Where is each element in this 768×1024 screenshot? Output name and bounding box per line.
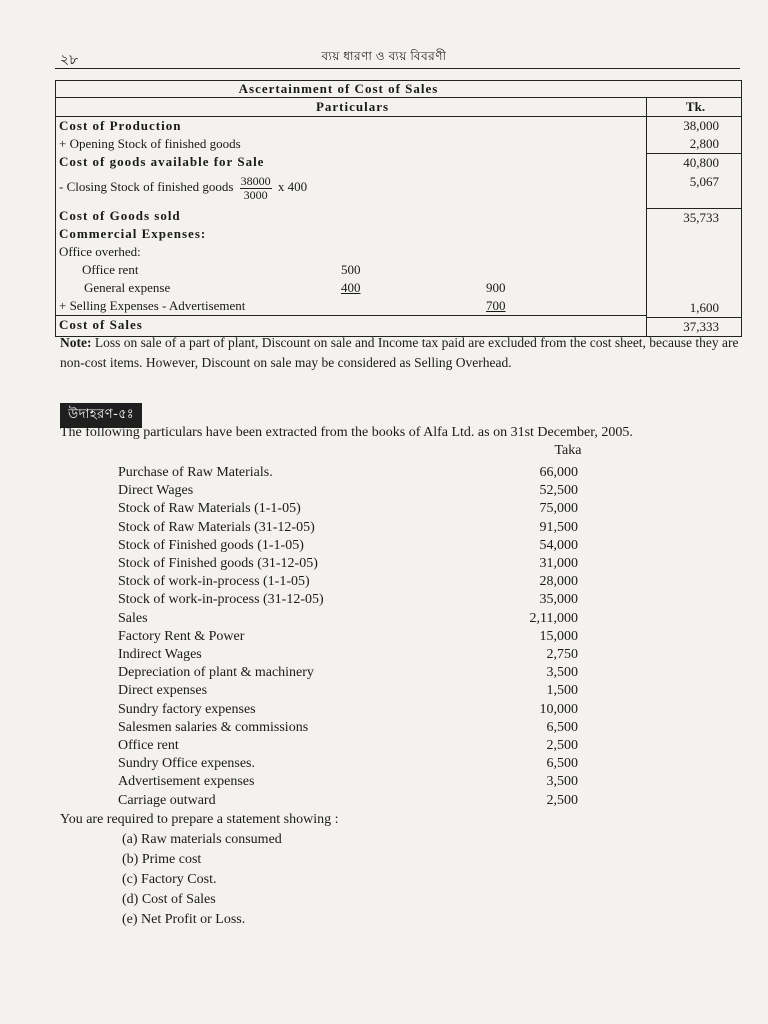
closing-multiplier: x 400	[277, 179, 308, 194]
particulars-header: Particulars	[56, 98, 646, 117]
tk-production: 38,000	[683, 118, 719, 133]
requirement-item: (d) Cost of Sales	[122, 892, 216, 907]
requirement-item: (e) Net Profit or Loss.	[122, 912, 246, 927]
closing-stock-label: - Closing Stock of finished goods	[59, 179, 234, 194]
tk-header: Tk.	[647, 98, 741, 117]
item-value: 2,11,000	[529, 610, 578, 626]
row-selling-expenses	[56, 297, 646, 315]
item-label: Direct Wages	[118, 483, 194, 499]
item-value: 15,000	[539, 628, 578, 644]
item-label: Sundry factory expenses	[118, 701, 256, 717]
selling-expenses-amount: 700	[486, 298, 506, 313]
list-item	[118, 591, 588, 609]
item-value: 31,000	[539, 556, 578, 571]
office-overhead-total: 900	[486, 280, 506, 295]
row-closing-stock	[56, 171, 646, 203]
item-value: 2,750	[546, 647, 578, 662]
item-label: Indirect Wages	[118, 647, 202, 662]
item-value: 91,500	[539, 519, 578, 535]
tk-commercial-total: 1,600	[689, 300, 719, 315]
item-value: 1,500	[546, 683, 578, 699]
item-value: 35,000	[539, 592, 578, 608]
list-item	[118, 755, 588, 773]
item-label: Stock of Finished goods (1-1-05)	[118, 537, 304, 553]
row-general-expense	[56, 279, 646, 297]
item-label: Factory Rent & Power	[118, 628, 245, 644]
item-label: Direct expenses	[118, 683, 208, 699]
requirement-item: (b) Prime cost	[122, 852, 202, 867]
list-item	[118, 737, 588, 755]
item-value: 10,000	[539, 701, 578, 717]
tk-available: 40,800	[647, 153, 741, 172]
item-value: 2,500	[546, 792, 578, 808]
row-cost-of-goods-sold: Cost of Goods sold	[59, 208, 181, 223]
note-text: Loss on sale of a part of plant, Discount on sale and Income tax paid are excluded from the cost sheet, because they are non-cost items. However, Discount on sale may be considered as Selling Overhead.	[60, 335, 739, 370]
note-label: Note:	[60, 335, 92, 350]
list-item	[118, 573, 588, 591]
item-label: Stock of work-in-process (31-12-05)	[118, 592, 324, 608]
row-commercial-expenses: Commercial Expenses:	[59, 226, 207, 241]
list-item	[118, 519, 588, 537]
tk-cogs: 35,733	[647, 208, 741, 227]
office-rent-amount: 500	[341, 262, 361, 277]
list-item	[118, 628, 588, 646]
item-label: Office rent	[118, 738, 179, 753]
list-item	[118, 701, 588, 719]
item-label: Salesmen salaries & commissions	[118, 719, 309, 735]
list-item	[118, 482, 588, 500]
taka-header: Taka	[554, 443, 582, 458]
list-item	[118, 610, 588, 628]
example-tag: উদাহরণ-৫ঃ	[60, 403, 142, 428]
item-label: Stock of Raw Materials (31-12-05)	[118, 519, 315, 535]
item-label: Sundry Office expenses.	[118, 756, 255, 772]
item-label: Stock of Raw Materials (1-1-05)	[118, 501, 301, 517]
list-item	[118, 537, 588, 555]
row-opening-stock: + Opening Stock of finished goods	[59, 136, 241, 151]
list-item	[118, 464, 588, 482]
item-value: 66,000	[539, 465, 578, 480]
note-paragraph	[60, 333, 748, 373]
fraction-denominator: 3000	[243, 187, 268, 202]
tk-closing-stock: 5,067	[689, 174, 719, 189]
item-label: Carriage outward	[118, 792, 216, 808]
list-item	[118, 792, 588, 810]
tk-cost-of-sales: 37,333	[647, 317, 741, 336]
list-item	[118, 646, 588, 664]
list-item	[118, 664, 588, 682]
item-value: 6,500	[546, 756, 578, 772]
general-expense-amount: 400	[341, 280, 361, 295]
selling-expenses-label: + Selling Expenses - Advertisement	[59, 298, 246, 313]
general-expense-label: General expense	[84, 280, 171, 295]
running-title: ব্যয় ধারণা ও ব্যয় বিবরণী	[321, 49, 447, 63]
requirement-list	[122, 830, 282, 930]
item-value: 75,000	[539, 501, 578, 517]
closing-fraction	[240, 175, 272, 202]
page-number: ২৮	[60, 53, 79, 68]
list-item	[118, 555, 588, 573]
list-item	[118, 773, 588, 791]
item-label: Stock of work-in-process (1-1-05)	[118, 574, 310, 590]
example-intro: The following particulars have been extracted from the books of Alfa Ltd. as on 31st December, 2005.	[60, 425, 633, 440]
header-rule	[55, 68, 740, 69]
item-value: 3,500	[546, 665, 578, 681]
row-cost-of-production: Cost of Production	[59, 118, 182, 133]
row-office-overhead: Office overhed:	[59, 244, 141, 259]
item-value: 3,500	[546, 774, 578, 790]
requirement-item: (a) Raw materials consumed	[122, 832, 282, 847]
item-value: 28,000	[539, 574, 578, 590]
item-label: Depreciation of plant & machinery	[118, 665, 314, 681]
row-office-rent	[56, 261, 646, 279]
row-cost-available: Cost of goods available for Sale	[59, 154, 265, 169]
row-cost-of-sales: Cost of Sales	[56, 315, 646, 334]
office-rent-label: Office rent	[82, 262, 139, 277]
fraction-numerator: 38000	[240, 173, 271, 188]
item-value: 2,500	[546, 738, 578, 753]
item-label: Advertisement expenses	[118, 774, 255, 790]
tk-opening-stock: 2,800	[689, 136, 719, 151]
item-label: Stock of Finished goods (31-12-05)	[118, 556, 318, 571]
item-value: 6,500	[546, 719, 578, 735]
requirement-item: (c) Factory Cost.	[122, 872, 217, 887]
list-item	[118, 682, 588, 700]
item-label: Purchase of Raw Materials.	[118, 465, 273, 480]
requirement-intro: You are required to prepare a statement showing :	[60, 812, 339, 827]
cost-of-sales-table	[55, 80, 742, 337]
item-value: 52,500	[539, 483, 578, 499]
table-title: Ascertainment of Cost of Sales	[238, 81, 439, 96]
item-label: Sales	[118, 610, 148, 626]
list-item	[118, 719, 588, 737]
list-item	[118, 500, 588, 518]
item-value: 54,000	[539, 537, 578, 553]
